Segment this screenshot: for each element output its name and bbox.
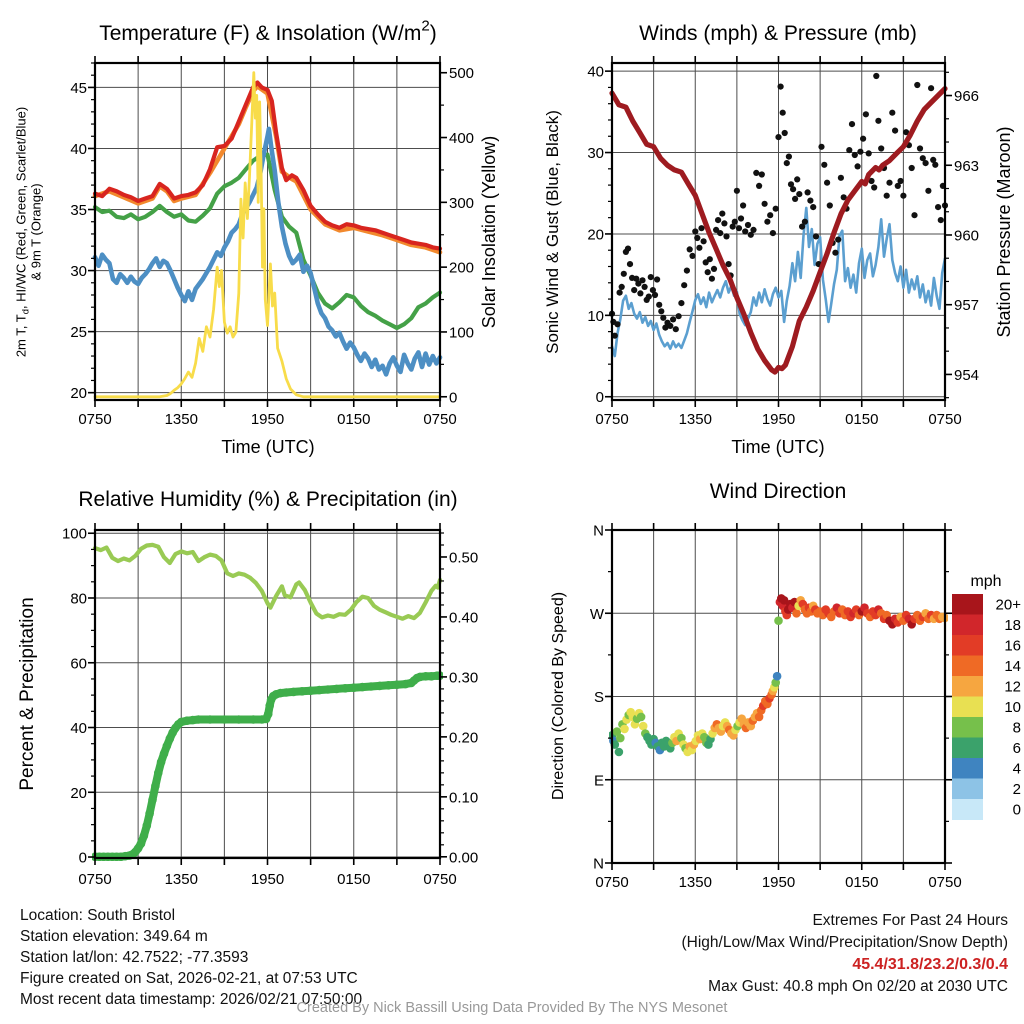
svg-text:0750: 0750 [78, 411, 112, 428]
svg-text:Percent & Precipitation: Percent & Precipitation [17, 597, 38, 791]
svg-text:20: 20 [70, 385, 87, 403]
svg-text:0150: 0150 [337, 871, 371, 888]
svg-text:30: 30 [70, 263, 87, 281]
extremes-panel [682, 910, 1009, 998]
wind-direction-chart [512, 460, 1024, 900]
svg-text:0150: 0150 [845, 411, 879, 428]
svg-text:20: 20 [587, 226, 604, 244]
svg-text:500: 500 [449, 65, 475, 83]
svg-text:45: 45 [70, 79, 87, 97]
svg-text:1350: 1350 [164, 411, 198, 428]
svg-text:300: 300 [449, 194, 475, 212]
svg-text:0150: 0150 [337, 411, 371, 428]
svg-text:16: 16 [1004, 637, 1021, 655]
svg-text:Temperature (F) & Insolation (: Temperature (F) & Insolation $(W/m^2)$ [99, 17, 437, 45]
svg-text:60: 60 [70, 655, 87, 673]
station-elevation: Station elevation: 349.64 m [20, 928, 208, 945]
svg-text:2: 2 [1012, 780, 1021, 798]
svg-text:0750: 0750 [595, 874, 629, 891]
svg-text:0750: 0750 [423, 411, 457, 428]
station-latlon: Station lat/lon: 42.7522; -77.3593 [20, 949, 249, 966]
svg-text:Solar Insolation (Yellow): Solar Insolation (Yellow) [479, 135, 499, 329]
svg-text:20: 20 [70, 784, 87, 802]
svg-text:0: 0 [449, 389, 458, 407]
data-timestamp: Most recent data timestamp: 2026/02/21 07:50:00 [20, 991, 363, 1008]
svg-text:0.20: 0.20 [449, 729, 479, 747]
svg-text:Relative Humidity (%) & Precip: Relative Humidity (%) & Precipitation (in) [78, 488, 458, 511]
svg-text:40: 40 [587, 63, 604, 81]
svg-text:1350: 1350 [678, 411, 712, 428]
svg-text:960: 960 [954, 227, 980, 245]
svg-text:400: 400 [449, 130, 475, 148]
svg-text:Time (UTC): Time (UTC) [731, 437, 825, 457]
svg-text:6: 6 [1012, 739, 1021, 757]
temp-insolation-chart [0, 0, 512, 460]
svg-text:1950: 1950 [761, 874, 796, 891]
svg-text:8: 8 [1012, 719, 1021, 737]
svg-text:0.00: 0.00 [449, 849, 479, 867]
svg-text:200: 200 [449, 259, 475, 277]
svg-text:0750: 0750 [595, 411, 629, 428]
svg-text:18: 18 [1004, 616, 1021, 634]
extremes-subtitle: (High/Low/Max Wind/Precipitation/Snow Depth) [681, 934, 1008, 951]
svg-text:Station Pressure (Maroon): Station Pressure (Maroon) [994, 126, 1014, 338]
svg-text:20+: 20+ [995, 596, 1021, 614]
svg-text:0.30: 0.30 [449, 669, 479, 687]
svg-text:E: E [593, 772, 604, 790]
svg-text:W: W [589, 605, 604, 623]
svg-text:1350: 1350 [164, 871, 198, 888]
station-location: Location: South Bristol [20, 907, 176, 924]
svg-text:40: 40 [70, 140, 87, 158]
svg-text:966: 966 [954, 88, 980, 106]
svg-text:Direction (Colored By Speed): Direction (Colored By Speed) [550, 591, 567, 801]
svg-text:0.40: 0.40 [449, 609, 479, 627]
extremes-values: 45.4/31.8/23.2/0.3/0.4 [852, 956, 1008, 973]
svg-text:2m T, Td, HI/WC (Red, Green, S: 2m T, $T_d$, HI/WC (Red, Green, Scarlet/Blue)& 9m T (Orange) [13, 106, 44, 358]
svg-text:1950: 1950 [250, 871, 285, 888]
credit-line: Created By Nick Bassill Using Data Provided By The NYS Mesonet [296, 1000, 728, 1016]
station-info [20, 905, 362, 1010]
max-gust-line: Max Gust: 40.8 mph On 02/20 at 2030 UTC [708, 978, 1008, 995]
svg-text:0150: 0150 [845, 874, 879, 891]
svg-text:0750: 0750 [928, 874, 962, 891]
svg-text:100: 100 [61, 525, 87, 543]
svg-text:Sonic Wind & Gust (Blue, Black: Sonic Wind & Gust (Blue, Black) [543, 110, 562, 354]
svg-text:0750: 0750 [423, 871, 457, 888]
svg-text:14: 14 [1004, 657, 1021, 675]
svg-text:1350: 1350 [678, 874, 712, 891]
figure-created: Figure created on Sat, 2026-02-21, at 07:53 UTC [20, 970, 358, 987]
svg-text:954: 954 [954, 366, 980, 384]
svg-text:12: 12 [1004, 678, 1021, 696]
svg-text:Time (UTC): Time (UTC) [221, 437, 315, 457]
svg-text:1950: 1950 [250, 411, 285, 428]
svg-text:0750: 0750 [928, 411, 962, 428]
svg-text:25: 25 [70, 324, 87, 342]
svg-text:0: 0 [1012, 801, 1021, 819]
svg-text:N: N [593, 522, 604, 540]
svg-text:957: 957 [954, 297, 980, 315]
svg-text:Winds (mph) & Pressure (mb): Winds (mph) & Pressure (mb) [639, 22, 917, 45]
extremes-title: Extremes For Past 24 Hours [812, 912, 1008, 929]
svg-text:40: 40 [70, 720, 87, 738]
svg-text:0.10: 0.10 [449, 789, 479, 807]
svg-text:10: 10 [587, 307, 604, 325]
svg-text:N: N [593, 855, 604, 873]
svg-text:10: 10 [1004, 698, 1021, 716]
svg-text:100: 100 [449, 324, 475, 342]
svg-text:80: 80 [70, 590, 87, 608]
winds-pressure-chart [512, 0, 1024, 460]
svg-text:S: S [593, 689, 604, 706]
svg-text:0: 0 [595, 389, 604, 407]
svg-text:Wind Direction: Wind Direction [709, 480, 847, 503]
svg-text:4: 4 [1012, 760, 1021, 778]
humidity-precip-chart [0, 460, 512, 900]
svg-text:mph: mph [970, 573, 1002, 590]
svg-text:35: 35 [70, 202, 87, 220]
svg-text:1950: 1950 [761, 411, 796, 428]
svg-text:0: 0 [78, 849, 87, 867]
svg-text:0750: 0750 [78, 871, 112, 888]
svg-text:30: 30 [587, 145, 604, 163]
svg-text:963: 963 [954, 157, 980, 175]
svg-text:0.50: 0.50 [449, 549, 479, 567]
